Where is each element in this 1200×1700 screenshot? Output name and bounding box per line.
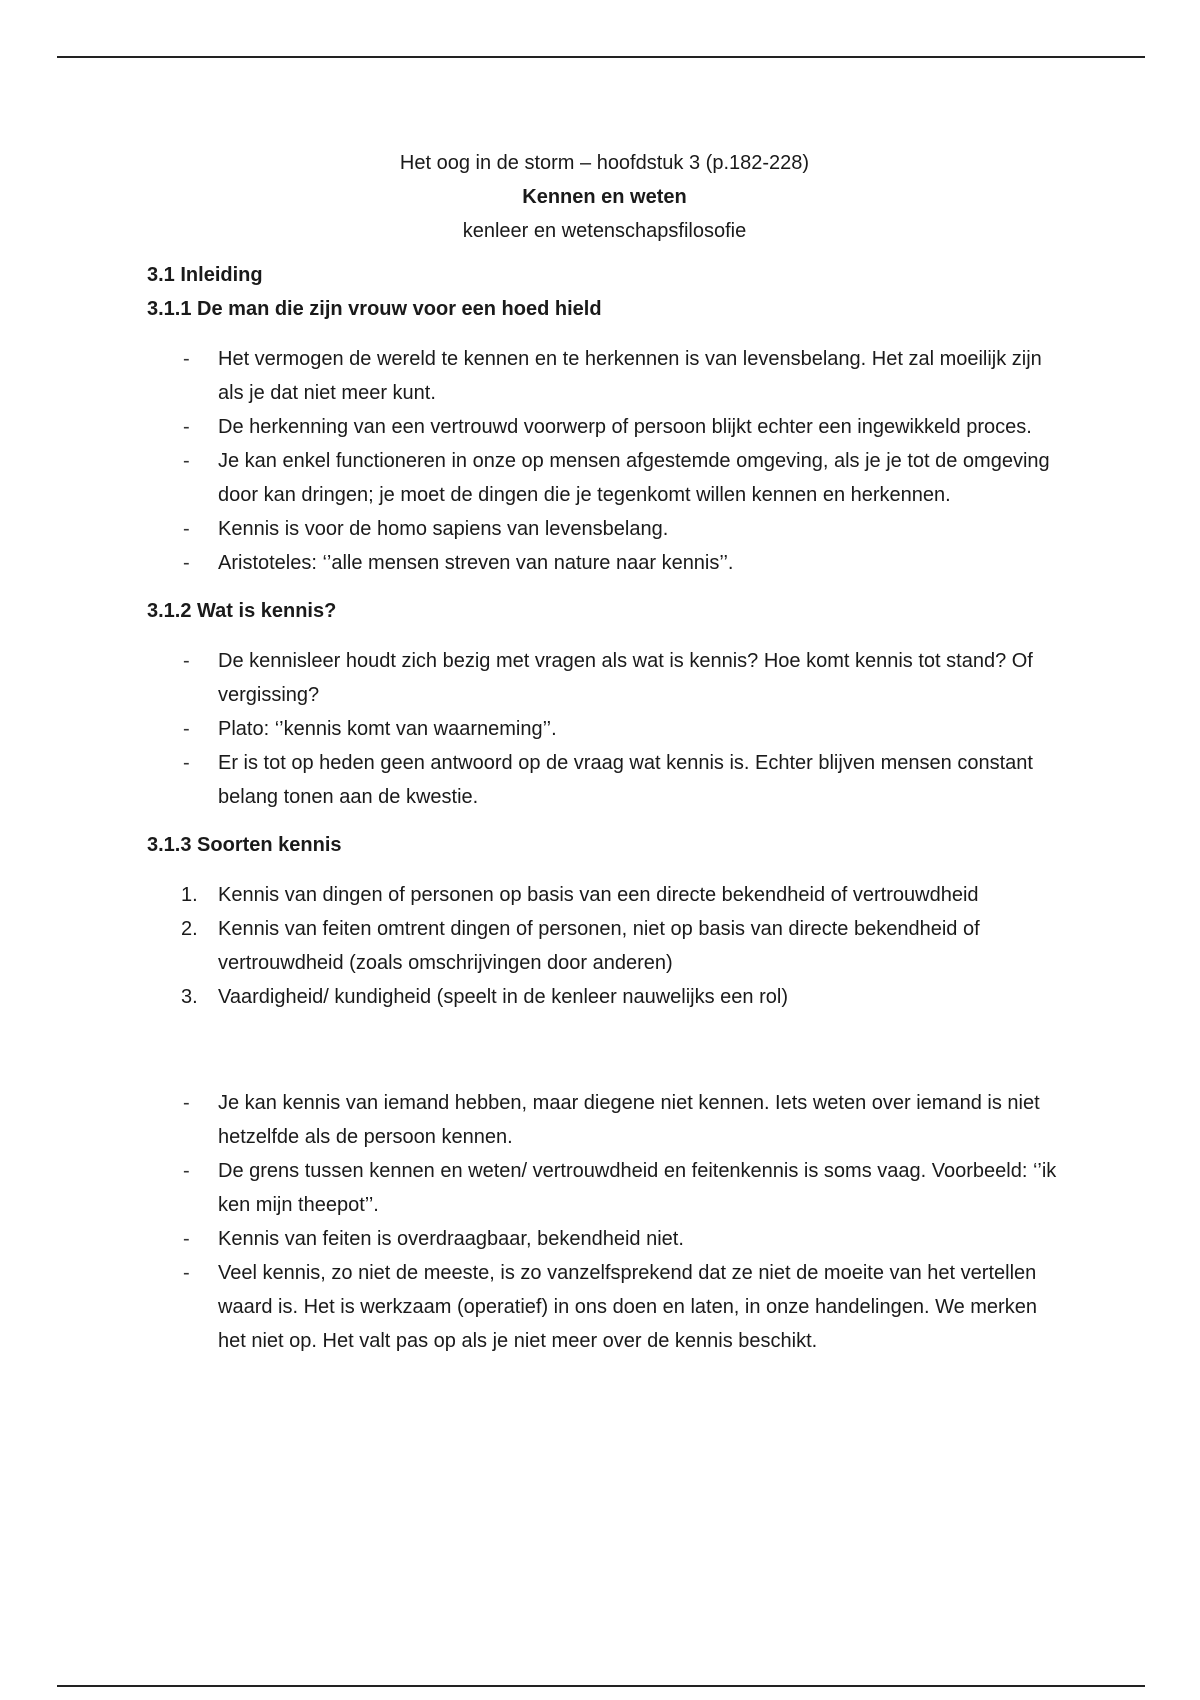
list-item-text: Plato: ‘’kennis komt van waarneming’’. [218, 718, 557, 740]
bullet-dash: - [183, 450, 190, 472]
numbered-list-3-1-3 [147, 878, 1067, 1014]
numbered-item-text: Vaardigheid/ kundigheid (speelt in de kenleer nauwelijks een rol) [218, 986, 788, 1008]
item-number: 1. [181, 884, 198, 906]
list-item [147, 1086, 1067, 1154]
numbered-item-text: Kennis van feiten omtrent dingen of personen, niet op basis van directe bekendheid of vertrouwdheid (zoals omschrijvingen door anderen) [218, 918, 980, 974]
list-item-text: De grens tussen kennen en weten/ vertrouwdheid en feitenkennis is soms vaag. Voorbeeld: ‘’ik ken mijn theepot’’. [218, 1160, 1057, 1216]
bullet-list-3-1-3 [147, 1086, 1067, 1358]
subsection-heading-3-1-2: 3.1.2 Wat is kennis? [147, 600, 337, 622]
numbered-item [147, 878, 1067, 912]
list-item [147, 410, 1067, 444]
item-number: 2. [181, 918, 198, 940]
numbered-item [147, 980, 1067, 1014]
bullet-dash: - [183, 1160, 190, 1182]
list-item [147, 712, 1067, 746]
subsection-heading-3-1-3: 3.1.3 Soorten kennis [147, 834, 342, 856]
title-block [142, 146, 1067, 248]
bottom-rule [57, 1685, 1145, 1687]
list-item-text: Je kan enkel functioneren in onze op mensen afgestemde omgeving, als je je tot de omgeving door kan dringen; je moet de dingen die je tegenkomt willen kennen en herkennen. [218, 450, 1050, 506]
top-rule [57, 56, 1145, 58]
list-item [147, 512, 1067, 546]
numbered-item-text: Kennis van dingen of personen op basis van een directe bekendheid of vertrouwdheid [218, 884, 979, 906]
numbered-item [147, 912, 1067, 980]
list-item-text: Er is tot op heden geen antwoord op de vraag wat kennis is. Echter blijven mensen constant belang tonen aan de kwestie. [218, 752, 1033, 808]
document-topic: kenleer en wetenschapsfilosofie [462, 220, 747, 242]
bullet-dash: - [183, 518, 190, 540]
list-item-text: Kennis van feiten is overdraagbaar, bekendheid niet. [218, 1228, 684, 1250]
list-item [147, 1222, 1067, 1256]
bullet-dash: - [183, 552, 190, 574]
list-item-text: De kennisleer houdt zich bezig met vragen als wat is kennis? Hoe komt kennis tot stand? Of vergissing? [218, 650, 1033, 706]
list-item [147, 1154, 1067, 1222]
section-heading-3-1: 3.1 Inleiding [147, 264, 263, 286]
list-item-text: Aristoteles: ‘’alle mensen streven van nature naar kennis’’. [218, 552, 734, 574]
list-item-text: Kennis is voor de homo sapiens van levensbelang. [218, 518, 669, 540]
bullet-dash: - [183, 1262, 190, 1284]
bullet-dash: - [183, 1092, 190, 1114]
list-item [147, 644, 1067, 712]
subsection-heading-3-1-1: 3.1.1 De man die zijn vrouw voor een hoed hield [147, 298, 602, 320]
bullet-list-3-1-1 [147, 342, 1067, 580]
document-subtitle: Kennen en weten [522, 186, 687, 208]
bullet-dash: - [183, 416, 190, 438]
list-item [147, 1256, 1067, 1358]
list-item-text: Veel kennis, zo niet de meeste, is zo vanzelfsprekend dat ze niet de moeite van het vertellen waard is. Het is werkzaam (operatief) in ons doen en laten, in onze handelingen. We merken het niet op. Het valt pas op als je niet meer over de kennis beschikt. [218, 1262, 1037, 1352]
document-title: Het oog in de storm – hoofdstuk 3 (p.182-228) [399, 152, 810, 174]
list-item [147, 444, 1067, 512]
bullet-dash: - [183, 718, 190, 740]
list-item-text: Je kan kennis van iemand hebben, maar diegene niet kennen. Iets weten over iemand is niet hetzelfde als de persoon kennen. [218, 1092, 1040, 1148]
bullet-dash: - [183, 752, 190, 774]
bullet-list-3-1-2 [147, 644, 1067, 814]
list-item [147, 342, 1067, 410]
bullet-dash: - [183, 348, 190, 370]
list-item [147, 746, 1067, 814]
list-item-text: De herkenning van een vertrouwd voorwerp of persoon blijkt echter een ingewikkeld proces. [218, 416, 1032, 438]
list-item [147, 546, 1067, 580]
list-item-text: Het vermogen de wereld te kennen en te herkennen is van levensbelang. Het zal moeilijk zijn als je dat niet meer kunt. [218, 348, 1042, 404]
bullet-dash: - [183, 650, 190, 672]
document-page [147, 146, 1067, 1358]
item-number: 3. [181, 986, 198, 1008]
bullet-dash: - [183, 1228, 190, 1250]
